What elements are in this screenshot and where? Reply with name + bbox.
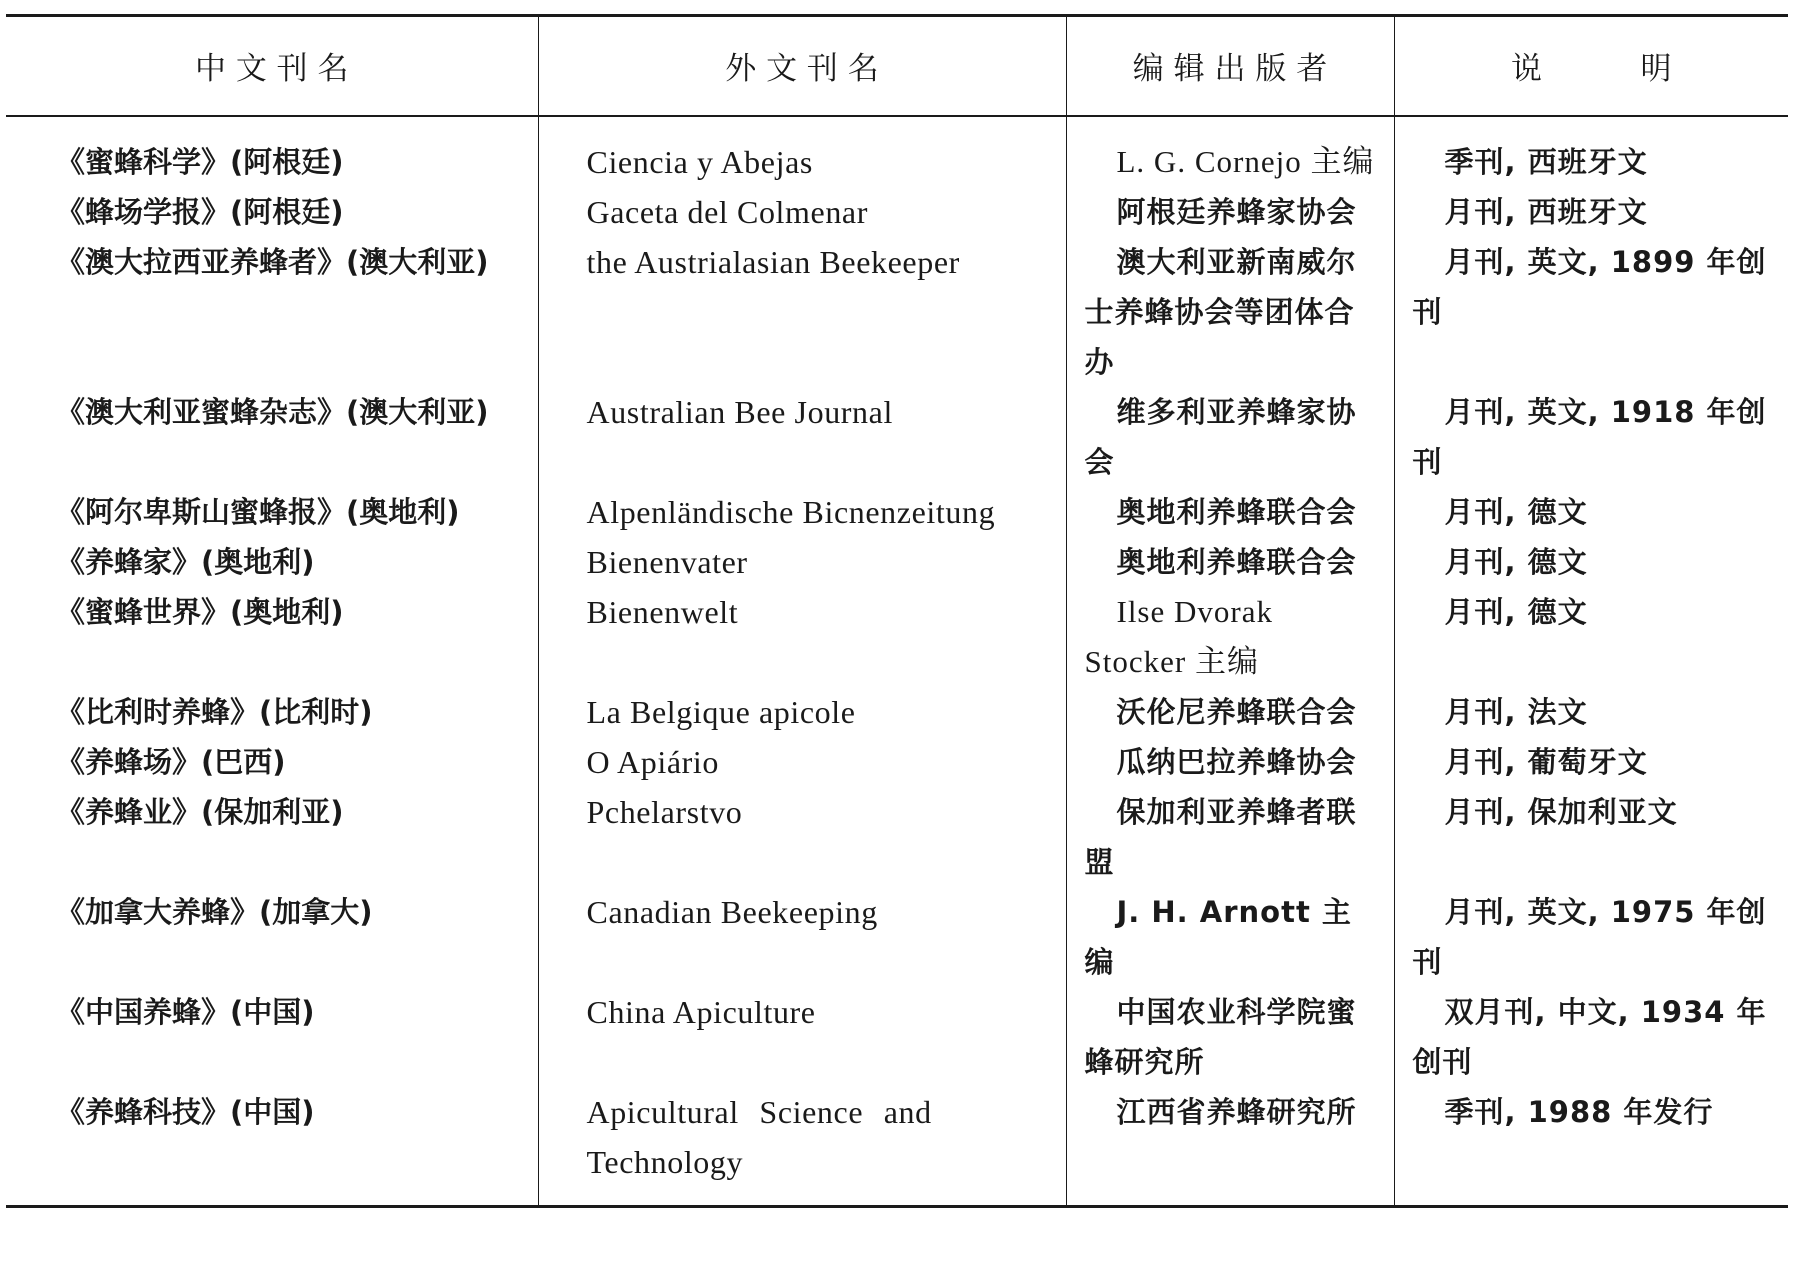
cell-chinese-title: 《蜜蜂世界》(奥地利) (6, 587, 538, 687)
cell-publisher: 奥地利养蜂联合会 (1066, 537, 1394, 587)
cell-notes: 月刊, 德文 (1444, 494, 1588, 529)
header-notes: 说 明 (1394, 16, 1788, 116)
cell-notes: 月刊, 葡萄牙文 (1444, 744, 1648, 779)
cell-publisher: J. H. Arnott 主编 (1066, 887, 1394, 987)
table-row (6, 1087, 1788, 1207)
cell-foreign-title: O Apiário (538, 737, 1066, 787)
cell-chinese-title: 《蜜蜂科学》(阿根廷) (6, 116, 538, 187)
table-row (6, 237, 1788, 387)
cell-chinese-title: 《养蜂科技》(中国) (6, 1087, 538, 1207)
cell-publisher: 瓜纳巴拉养蜂协会 (1066, 737, 1394, 787)
journal-table (6, 14, 1788, 1208)
header-chinese-title: 中 文 刊 名 (6, 16, 538, 116)
cell-publisher: 江西省养蜂研究所 (1066, 1087, 1394, 1207)
cell-publisher: L. G. Cornejo 主编 (1066, 116, 1394, 187)
table-row (6, 687, 1788, 737)
cell-publisher: Ilse Dvorak Stocker 主编 (1066, 587, 1394, 687)
cell-chinese-title: 《中国养蜂》(中国) (6, 987, 538, 1087)
cell-foreign-title: Ciencia y Abejas (538, 116, 1066, 187)
cell-notes: 季刊, 1988 年发行 (1394, 1087, 1788, 1207)
cell-notes: 双月刊, 中文, 1934 年创刊 (1412, 994, 1767, 1079)
table-header (6, 16, 1788, 116)
cell-chinese-title: 《比利时养蜂》(比利时) (6, 687, 538, 737)
cell-foreign-title: the Austrialasian Beekeeper (538, 237, 1066, 387)
cell-chinese-title: 《加拿大养蜂》(加拿大) (6, 887, 538, 987)
cell-notes: 月刊, 英文, 1975 年创刊 (1412, 894, 1767, 979)
cell-publisher: 沃伦尼养蜂联合会 (1066, 687, 1394, 737)
cell-notes: 月刊, 保加利亚文 (1444, 794, 1678, 829)
cell-foreign-title: Pchelarstvo (538, 787, 1066, 887)
cell-notes: 月刊, 英文, 1918 年创刊 (1412, 394, 1767, 479)
cell-publisher: 维多利亚养蜂家协会 (1066, 387, 1394, 487)
cell-notes: 月刊, 德文 (1444, 594, 1588, 629)
cell-publisher: 奥地利养蜂联合会 (1066, 487, 1394, 537)
header-publisher: 编 辑 出 版 者 (1066, 16, 1394, 116)
cell-chinese-title: 《蜂场学报》(阿根廷) (6, 187, 538, 237)
table-row (6, 116, 1788, 187)
cell-publisher: 中国农业科学院蜜蜂研究所 (1066, 987, 1394, 1087)
cell-notes: 月刊, 法文 (1444, 694, 1588, 729)
table-row (6, 587, 1788, 687)
table-row (6, 387, 1788, 487)
cell-foreign-title: Bienenwelt (538, 587, 1066, 687)
cell-chinese-title: 《澳大利亚蜜蜂杂志》(澳大利亚) (6, 387, 538, 487)
journal-table-container (6, 14, 1788, 1208)
table-row (6, 787, 1788, 887)
cell-notes: 月刊, 西班牙文 (1444, 194, 1648, 229)
cell-notes: 月刊, 英文, 1899 年创刊 (1412, 244, 1767, 329)
table-row (6, 187, 1788, 237)
cell-foreign-title: China Apiculture (538, 987, 1066, 1087)
cell-publisher: 澳大利亚新南威尔士养蜂协会等团体合办 (1066, 237, 1394, 387)
cell-foreign-title: Alpenländische Bicnenzeitung (538, 487, 1066, 537)
cell-foreign-title: Australian Bee Journal (538, 387, 1066, 487)
cell-foreign-title: La Belgique apicole (538, 687, 1066, 737)
cell-notes: 月刊, 德文 (1444, 544, 1588, 579)
cell-publisher: 保加利亚养蜂者联盟 (1066, 787, 1394, 887)
cell-foreign-title: Apicultural Science and Technology (538, 1087, 1066, 1207)
table-row (6, 987, 1788, 1087)
table-row (6, 487, 1788, 537)
cell-foreign-title: Bienenvater (538, 537, 1066, 587)
cell-chinese-title: 《阿尔卑斯山蜜蜂报》(奥地利) (6, 487, 538, 537)
cell-foreign-title: Gaceta del Colmenar (538, 187, 1066, 237)
cell-notes: 季刊, 西班牙文 (1444, 144, 1648, 179)
cell-chinese-title: 《养蜂家》(奥地利) (6, 537, 538, 587)
cell-chinese-title: 《养蜂业》(保加利亚) (6, 787, 538, 887)
table-body (6, 116, 1788, 1207)
cell-publisher: 阿根廷养蜂家协会 (1066, 187, 1394, 237)
table-row (6, 537, 1788, 587)
cell-chinese-title: 《养蜂场》(巴西) (6, 737, 538, 787)
header-foreign-title: 外 文 刊 名 (538, 16, 1066, 116)
cell-chinese-title: 《澳大拉西亚养蜂者》(澳大利亚) (6, 237, 538, 387)
table-row (6, 737, 1788, 787)
table-row (6, 887, 1788, 987)
cell-foreign-title: Canadian Beekeeping (538, 887, 1066, 987)
